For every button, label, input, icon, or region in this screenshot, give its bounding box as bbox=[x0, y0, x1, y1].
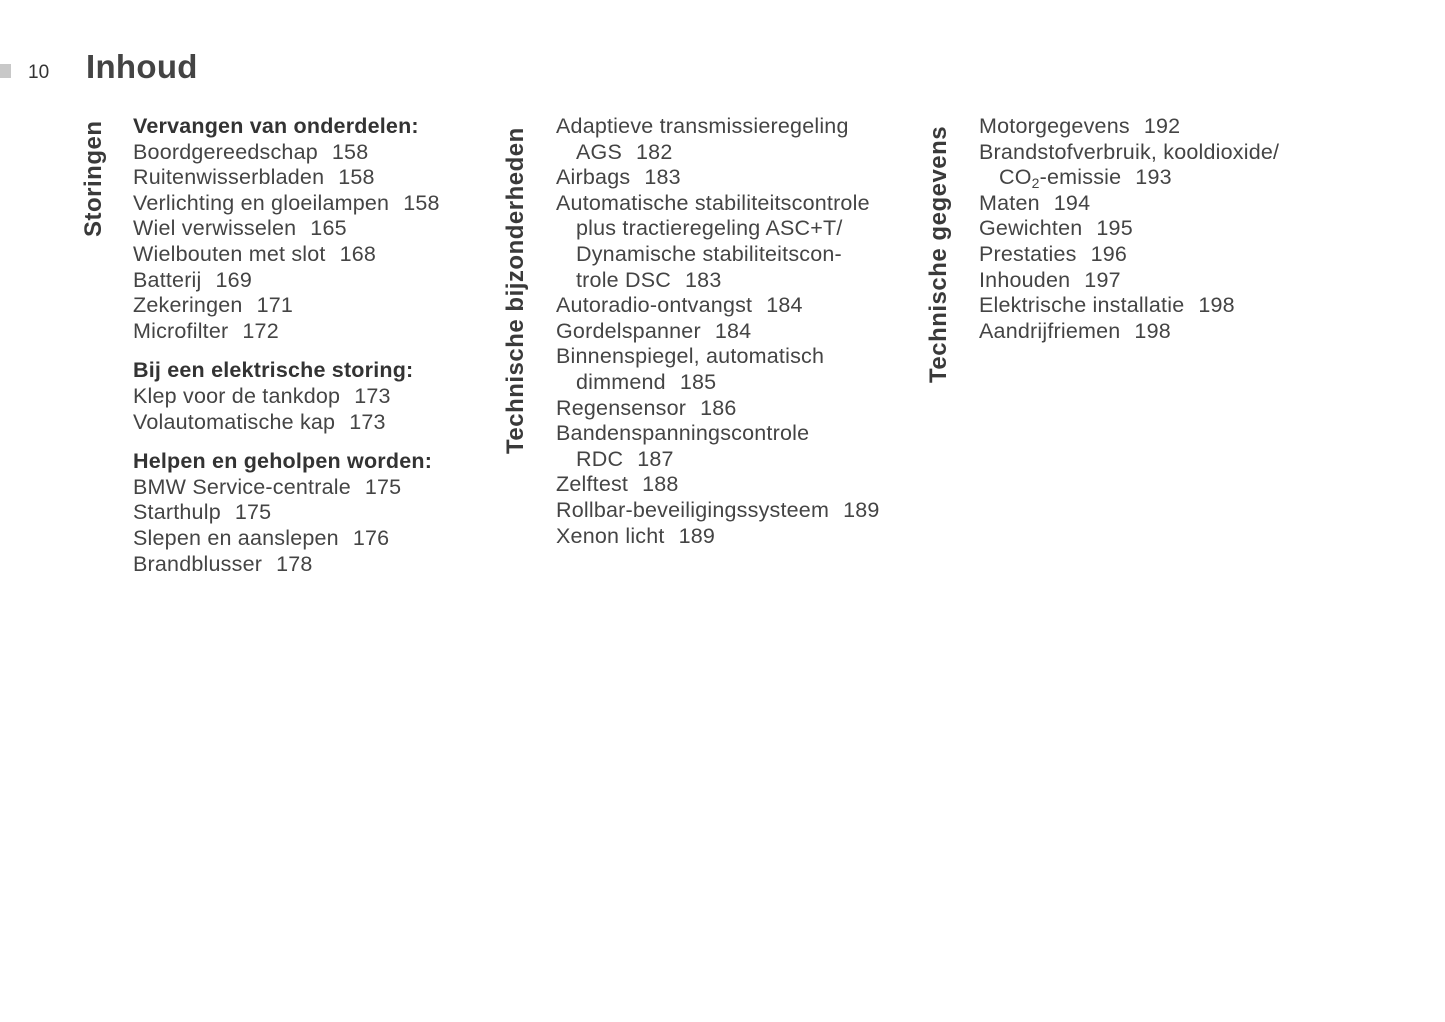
entry-title: BMW Service-centrale bbox=[133, 474, 351, 499]
toc-entry[interactable] bbox=[979, 114, 1339, 140]
entry-page: 183 bbox=[685, 267, 722, 292]
entry-page: 192 bbox=[1143, 114, 1181, 138]
entry-page: 196 bbox=[1090, 241, 1128, 266]
entry-page: 187 bbox=[637, 446, 674, 471]
toc-entry[interactable] bbox=[133, 552, 473, 578]
entry-page: 189 bbox=[843, 497, 880, 522]
toc-entry[interactable] bbox=[979, 293, 1339, 319]
entry-page: 184 bbox=[714, 318, 752, 343]
page-title: Inhoud bbox=[86, 48, 198, 85]
entry-title: Motorgegevens bbox=[979, 114, 1130, 138]
entry-page: 186 bbox=[700, 395, 737, 420]
entry-title: Autoradio-ontvangst bbox=[556, 293, 753, 318]
entry-title: Boordgereedschap bbox=[133, 139, 318, 164]
toc-entry[interactable] bbox=[556, 293, 916, 319]
toc-entry[interactable] bbox=[979, 268, 1339, 294]
toc-entry[interactable] bbox=[556, 319, 916, 345]
toc-entry[interactable] bbox=[133, 293, 473, 319]
toc-entry[interactable] bbox=[556, 191, 916, 293]
section-label-technische-bijzonderheden: Technische bijzonderheden bbox=[502, 127, 529, 454]
entry-title: Starthulp bbox=[133, 500, 221, 525]
entry-title: Rollbar-beveiligingssysteem bbox=[556, 497, 830, 522]
subscript: 2 bbox=[1031, 175, 1040, 192]
entry-page: 197 bbox=[1084, 267, 1121, 292]
entry-page: 172 bbox=[242, 318, 279, 343]
entry-title: Aandrijfriemen bbox=[979, 318, 1121, 343]
entry-page: 176 bbox=[352, 525, 390, 550]
group-heading: Bij een elektrische storing: bbox=[133, 358, 414, 383]
group-heading: Vervangen van onderdelen: bbox=[133, 114, 419, 138]
page-number: 10 bbox=[28, 62, 50, 83]
entry-title: Gordelspanner bbox=[556, 318, 701, 343]
toc-entry[interactable] bbox=[133, 410, 473, 436]
entry-page: 185 bbox=[679, 369, 717, 394]
entry-line: dimmend 185 bbox=[576, 369, 717, 394]
entry-line: AGS 182 bbox=[576, 139, 673, 164]
entry-line: Brandstofverbruik, kooldioxide/ bbox=[979, 139, 1280, 164]
toc-group-elektrische-storing bbox=[133, 358, 473, 435]
page-marker bbox=[0, 64, 11, 78]
entry-title: Elektrische installatie bbox=[979, 293, 1185, 318]
toc-entry[interactable] bbox=[556, 165, 916, 191]
toc-entry[interactable] bbox=[133, 191, 473, 217]
entry-title: Gewichten bbox=[979, 216, 1083, 241]
toc-entry[interactable] bbox=[133, 475, 473, 501]
toc-entry[interactable] bbox=[979, 242, 1339, 268]
entry-line: Binnenspiegel, automatisch bbox=[556, 344, 825, 369]
toc-entry[interactable] bbox=[133, 384, 473, 410]
toc-group-vervangen bbox=[133, 114, 473, 344]
entry-page: 175 bbox=[364, 474, 402, 499]
toc-entry[interactable] bbox=[556, 396, 916, 422]
toc-entry[interactable] bbox=[133, 242, 473, 268]
entry-line: Adaptieve transmissieregeling bbox=[556, 114, 849, 138]
entry-title: Wielbouten met slot bbox=[133, 241, 326, 266]
entry-page: 198 bbox=[1198, 293, 1235, 318]
entry-page: 158 bbox=[338, 165, 375, 190]
toc-group-helpen bbox=[133, 449, 473, 577]
toc-entry[interactable] bbox=[556, 472, 916, 498]
section-label-technische-gegevens: Technische gegevens bbox=[925, 125, 952, 383]
toc-entry[interactable] bbox=[556, 344, 916, 395]
entry-line: $CO_2$-emissie 193 bbox=[999, 165, 1172, 192]
section-label-storingen: Storingen bbox=[80, 120, 107, 237]
toc-entry[interactable] bbox=[133, 319, 473, 345]
entry-title: Volautomatische kap bbox=[133, 409, 336, 434]
entry-page: 183 bbox=[644, 165, 681, 190]
toc-entry[interactable] bbox=[556, 498, 916, 524]
toc-entry[interactable] bbox=[133, 216, 473, 242]
toc-entry[interactable] bbox=[979, 191, 1339, 217]
toc-column-technische-bijzonderheden bbox=[556, 114, 916, 549]
group-heading: Helpen en geholpen worden: bbox=[133, 449, 433, 474]
entry-title: Regensensor bbox=[556, 395, 687, 420]
entry-title: Prestaties bbox=[979, 241, 1077, 266]
entry-page: 182 bbox=[636, 139, 673, 164]
toc-entry[interactable] bbox=[133, 140, 473, 166]
entry-title: Zelftest bbox=[556, 472, 629, 497]
entry-title: Zekeringen bbox=[133, 293, 243, 318]
entry-title: Verlichting en gloeilampen bbox=[133, 190, 390, 215]
toc-column-technische-gegevens bbox=[979, 114, 1339, 344]
entry-page: 184 bbox=[766, 293, 803, 318]
entry-title: Microfilter bbox=[133, 318, 229, 343]
entry-line: Dynamische stabiliteitscon- bbox=[576, 241, 842, 266]
entry-title: Airbags bbox=[556, 165, 631, 190]
entry-page: 168 bbox=[339, 241, 377, 266]
entry-line: plus tractieregeling ASC+T/ bbox=[576, 216, 843, 241]
entry-page: 169 bbox=[215, 267, 252, 292]
toc-entry[interactable] bbox=[556, 114, 916, 165]
entry-page: 194 bbox=[1053, 190, 1091, 215]
entry-line: RDC 187 bbox=[576, 446, 674, 471]
entry-page: 198 bbox=[1134, 318, 1171, 343]
toc-entry[interactable] bbox=[979, 216, 1339, 242]
toc-entry[interactable] bbox=[133, 526, 473, 552]
toc-entry[interactable] bbox=[556, 524, 916, 550]
entry-page: 193 bbox=[1135, 165, 1172, 190]
toc-entry[interactable] bbox=[133, 268, 473, 294]
entry-title: Batterij bbox=[133, 267, 202, 292]
entry-page: 173 bbox=[354, 383, 391, 408]
entry-title: Brandblusser bbox=[133, 551, 263, 576]
entry-title: Wiel verwisselen bbox=[133, 216, 297, 241]
entry-page: 189 bbox=[678, 523, 716, 548]
entry-page: 188 bbox=[642, 472, 679, 497]
entry-page: 158 bbox=[403, 190, 440, 215]
entry-page: 173 bbox=[349, 409, 386, 434]
entry-title: Xenon licht bbox=[556, 523, 665, 548]
entry-page: 195 bbox=[1096, 216, 1133, 241]
entry-title: Maten bbox=[979, 190, 1040, 215]
toc-entry[interactable] bbox=[133, 165, 473, 191]
entry-line: trole DSC 183 bbox=[576, 267, 722, 292]
toc-entry[interactable] bbox=[979, 140, 1339, 191]
toc-entry[interactable] bbox=[133, 500, 473, 526]
entry-title: Slepen en aanslepen bbox=[133, 525, 339, 550]
toc-entry[interactable] bbox=[979, 319, 1339, 345]
entry-line: Automatische stabiliteitscontrole bbox=[556, 190, 870, 215]
entry-title: Ruitenwisserbladen bbox=[133, 165, 325, 190]
entry-title: Klep voor de tankdop bbox=[133, 383, 341, 408]
entry-page: 165 bbox=[310, 216, 347, 241]
entry-title: Inhouden bbox=[979, 267, 1071, 292]
toc-entry[interactable] bbox=[556, 421, 916, 472]
entry-page: 158 bbox=[331, 139, 369, 164]
toc-column-storingen bbox=[133, 114, 473, 591]
entry-page: 178 bbox=[276, 551, 313, 576]
entry-page: 175 bbox=[234, 500, 272, 525]
entry-line: Bandenspanningscontrole bbox=[556, 421, 810, 446]
entry-page: 171 bbox=[256, 293, 294, 318]
